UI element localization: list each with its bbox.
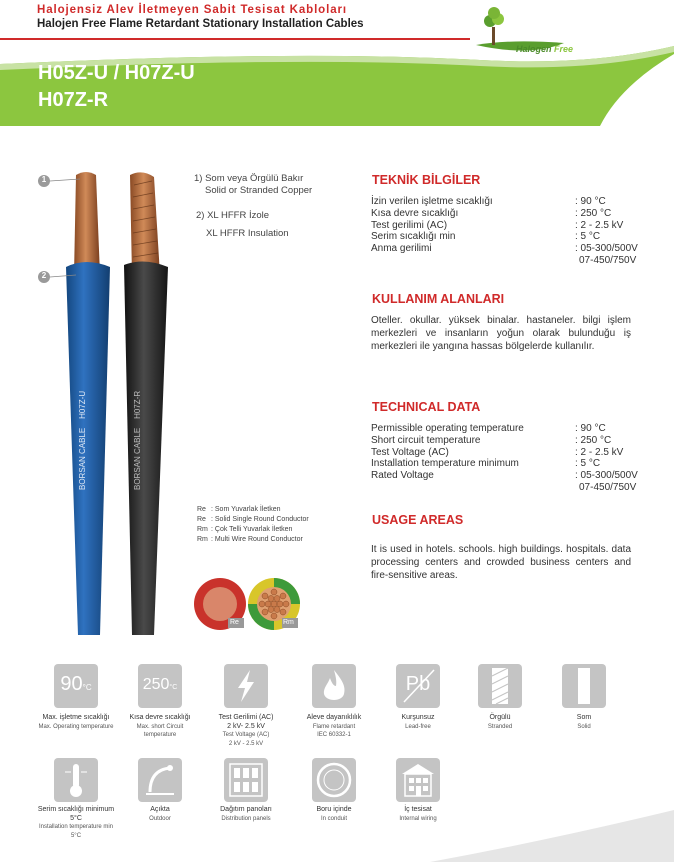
distribution-panel-icon — [224, 758, 268, 802]
temperature-90-icon — [54, 664, 98, 708]
spec-row: Rated Voltage : 05-300/500V — [371, 470, 638, 482]
icon-caption: Som Solid — [576, 714, 592, 730]
header-title-en: Halojen Free Flame Retardant Stationary Installation Cables — [37, 18, 364, 30]
icon-250-label: 250 — [142, 676, 170, 693]
icon-caption: Kurşunsuz Lead-free — [401, 714, 435, 730]
model-title-line-1: H05Z-U / H07Z-U — [38, 62, 195, 84]
spec-row: Permissible operating temperature : 90 °C — [371, 423, 606, 434]
technical-heading: TECHNICAL DATA — [372, 400, 481, 414]
legend-row: Rm : Çok Telli Yuvarlak İletken — [197, 526, 293, 533]
spec-row: Installation temperature minimum : 5 °C — [371, 458, 601, 470]
cable-illustration — [20, 165, 220, 635]
spec-row: Serim sıcaklığı min : 5 °C — [371, 231, 601, 243]
flame-icon — [312, 664, 356, 708]
spec-row: Anma gerilimi : 05-300/500V — [371, 243, 638, 255]
icon-caption: Boru içinde In conduit — [316, 806, 352, 822]
short-circuit-250-icon — [138, 664, 182, 708]
footer-swoosh — [430, 800, 674, 862]
part-2-en: XL HFFR Insulation — [206, 228, 289, 239]
model-title-line-2: H07Z-R — [38, 89, 109, 111]
marker-1: 1 — [41, 175, 47, 184]
icon-caption: Max. işletme sıcaklığı Max. Operating temperature — [38, 714, 114, 730]
technical-table — [371, 423, 661, 494]
print-blue: BORSAN CABLE H07Z-U — [78, 390, 87, 490]
spec-row: Kısa devre sıcaklığı : 250 °C — [371, 207, 612, 219]
conductor-cross-sections — [192, 576, 312, 636]
kullanim-text: Oteller. okullar. yüksek binalar. hastaneler. bilgi işlem merkezleri ve insanların yoğun olarak bulunduğu iş merkezleri ile yangına hassas bölgelerde kullanılır. — [371, 315, 631, 352]
icon-250-unit: °C — [169, 684, 178, 691]
kullanim-heading: KULLANIM ALANLARI — [372, 292, 505, 306]
marker-2: 2 — [41, 271, 47, 280]
green-banner — [0, 46, 674, 126]
print-black: BORSAN CABLE H07Z-R — [133, 390, 142, 490]
halogen-free-logo-text — [516, 44, 573, 54]
spec-row: İzin verilen işletme sıcaklığı : 90 °C — [371, 196, 606, 207]
icon-caption: Aleve dayanıklılık Flame retardant IEC 60332-1 — [306, 714, 362, 738]
icon-pb-label: Pb — [405, 673, 431, 695]
spec-row: 07-450/750V — [579, 254, 637, 266]
header-divider — [0, 38, 470, 40]
lightning-icon — [224, 664, 268, 708]
part-2-tr: 2) XL HFFR İzole — [196, 210, 270, 221]
solid-icon — [562, 664, 606, 708]
badge-rm: Rm — [283, 619, 294, 626]
logo-word-halogen: Halogen — [516, 44, 552, 54]
legend-row: Re : Solid Single Round Conductor — [197, 516, 309, 523]
halogen-free-logo-icon — [470, 5, 570, 67]
icon-caption: Dağıtım panoları Distribution panels — [220, 806, 272, 822]
logo-word-free: Free — [554, 44, 574, 54]
usage-text: It is used in hotels. schools. high buildings. hospitals. data processing centers and crowded business centers and fire-sensitive areas. — [371, 544, 631, 581]
teknik-table — [371, 196, 661, 267]
header-title-tr: Halojensiz Alev İletmeyen Sabit Tesisat Kabloları — [37, 4, 347, 16]
icon-caption: Örgülü Stranded — [487, 714, 513, 730]
stranded-icon — [478, 664, 522, 708]
spec-row: Test Voltage (AC) : 2 - 2.5 kV — [371, 446, 624, 458]
icon-caption: İç tesisat Internal wiring — [399, 806, 437, 822]
part-1-tr: 1) Som veya Örgülü Bakır — [194, 173, 304, 184]
teknik-heading: TEKNİK BİLGİLER — [372, 173, 481, 187]
icon-caption: Test Gerilimi (AC) 2 kV- 2.5 kV Test Voltage (AC) 2 kV - 2.5 kV — [218, 714, 274, 747]
usage-heading: USAGE AREAS — [372, 513, 464, 527]
badge-re: Re — [230, 619, 239, 626]
spec-row: Test gerilimi (AC) : 2 - 2.5 kV — [371, 219, 624, 231]
icon-90-unit: °C — [82, 683, 92, 692]
outdoor-icon — [138, 758, 182, 802]
spec-row: Short circuit temperature : 250 °C — [371, 434, 612, 446]
icon-caption: Açıkta Outdoor — [149, 806, 171, 822]
legend — [197, 505, 309, 545]
legend-row: Rm : Multi Wire Round Conductor — [197, 536, 303, 543]
icon-caption: Serim sıcaklığı minimum 5°C Installation temperature min 5°C — [37, 806, 115, 839]
thermometer-icon — [54, 758, 98, 802]
lead-free-icon — [396, 664, 440, 708]
spec-row: 07-450/750V — [579, 481, 637, 493]
part-1-en: Solid or Stranded Copper — [205, 185, 313, 196]
icon-90-label: 90 — [60, 673, 83, 695]
conduit-icon — [312, 758, 356, 802]
icon-caption: Kısa devre sıcaklığı Max. short Circuit temperature — [129, 714, 191, 738]
legend-row: Re : Som Yuvarlak İletken — [197, 506, 281, 513]
internal-wiring-icon — [396, 758, 440, 802]
